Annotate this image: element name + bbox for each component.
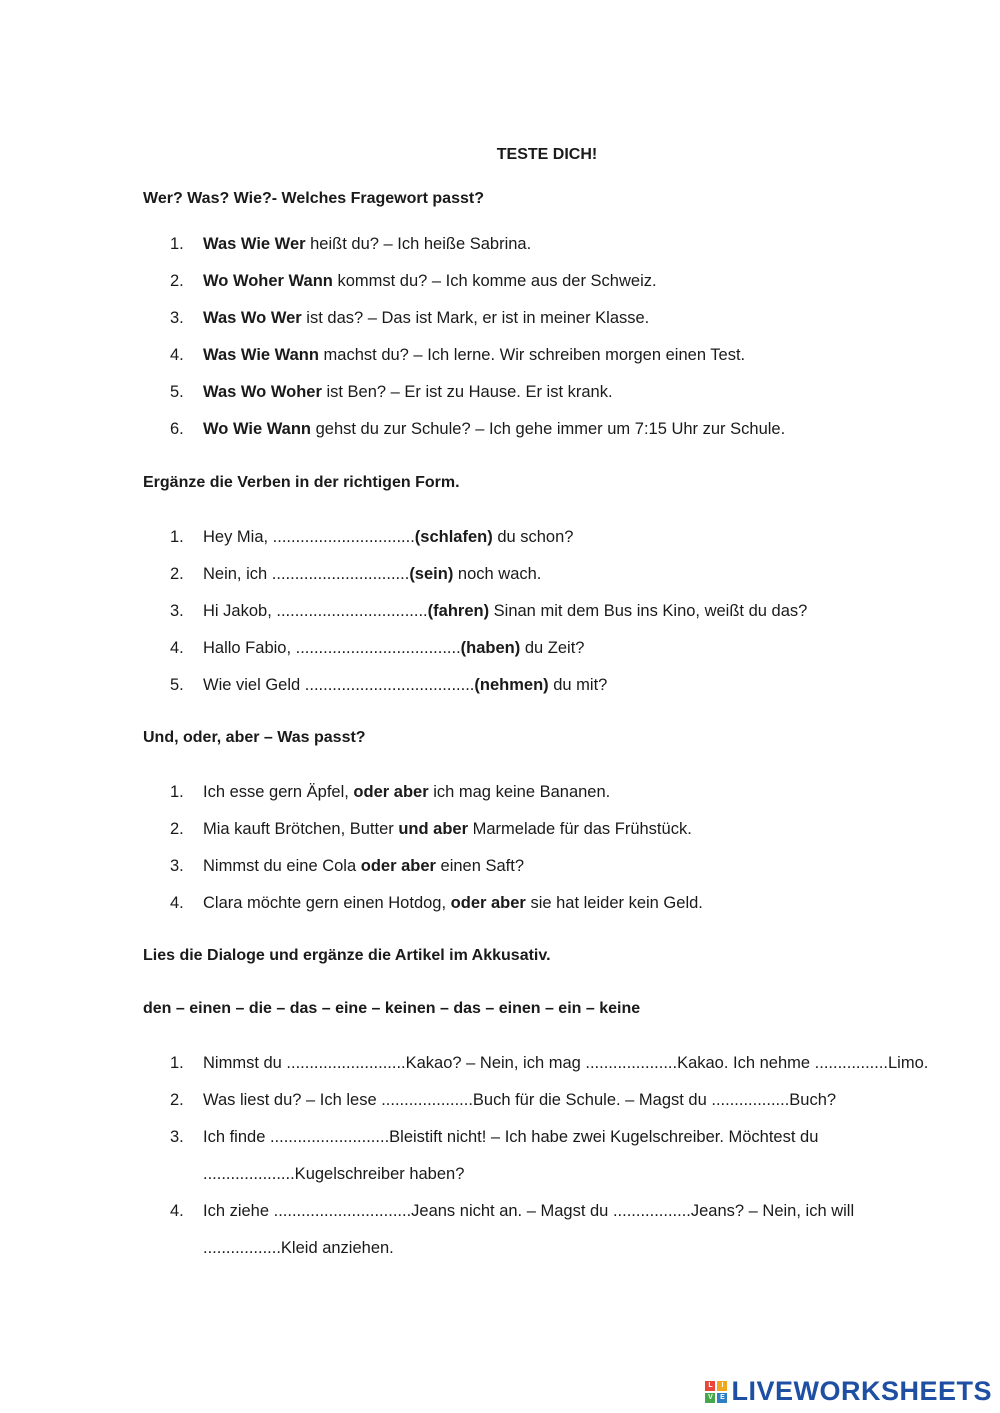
sentence-text: Nimmst du eine Cola xyxy=(203,857,361,875)
sentence-text: Mia kauft Brötchen, Butter xyxy=(203,820,399,838)
verbs-list xyxy=(170,519,930,704)
sentence-text: einen Saft? xyxy=(435,857,525,875)
verb-hint: (haben) xyxy=(460,639,521,657)
sentence-text: ist das? – Das ist Mark, er ist in meiner Klasse. xyxy=(301,309,650,327)
item-number: 1. xyxy=(170,528,184,546)
item-number: 3. xyxy=(170,309,184,327)
blank-field[interactable]: Hi Jakob, ................................. xyxy=(203,602,428,620)
section-heading-question-words: Wer? Was? Wie?- Welches Fragewort passt? xyxy=(143,190,484,207)
verb-hint: (sein) xyxy=(409,565,454,583)
list-item xyxy=(170,374,930,411)
item-number: 3. xyxy=(170,1128,184,1146)
answer-options[interactable]: Was Wie Wann xyxy=(203,346,319,364)
list-item xyxy=(170,1045,930,1082)
answer-options[interactable]: Wo Woher Wann xyxy=(203,272,333,290)
sentence-text: gehst du zur Schule? – Ich gehe immer um 7:15 Uhr zur Schule. xyxy=(311,420,786,438)
list-item xyxy=(170,1193,930,1267)
sentence-text: heißt du? – Ich heiße Sabrina. xyxy=(305,235,532,253)
list-item xyxy=(170,263,930,300)
conjunctions-list xyxy=(170,774,930,922)
item-number: 4. xyxy=(170,346,184,364)
verb-hint: (fahren) xyxy=(427,602,490,620)
dialog-text[interactable]: Nimmst du ..........................Kakao? – Nein, ich mag ....................Kakao. Ich nehme ................Limo. xyxy=(203,1054,929,1072)
list-item xyxy=(170,1119,930,1193)
list-item xyxy=(170,226,930,263)
blank-field[interactable]: Hey Mia, ............................... xyxy=(203,528,415,546)
list-item xyxy=(170,885,930,922)
item-number: 4. xyxy=(170,894,184,912)
item-number: 1. xyxy=(170,1054,184,1072)
sentence-text: sie hat leider kein Geld. xyxy=(525,894,703,912)
item-number: 3. xyxy=(170,857,184,875)
sentence-text: kommst du? – Ich komme aus der Schweiz. xyxy=(332,272,657,290)
blank-field[interactable]: Wie viel Geld ..................................... xyxy=(203,676,475,694)
list-item xyxy=(170,774,930,811)
sentence-text: ist Ben? – Er ist zu Hause. Er ist krank. xyxy=(321,383,613,401)
dialog-text[interactable]: Ich finde ..........................Bleistift nicht! – Ich habe zwei Kugelschreiber. Möchtest du ....................Kugelschreiber haben? xyxy=(203,1128,819,1183)
section-heading-conjunctions: Und, oder, aber – Was passt? xyxy=(143,729,366,746)
answer-options[interactable]: Was Wie Wer xyxy=(203,235,306,253)
item-number: 2. xyxy=(170,820,184,838)
answer-options[interactable]: oder aber xyxy=(360,857,436,875)
sentence-text: ich mag keine Bananen. xyxy=(428,783,611,801)
logo-tile: E xyxy=(717,1393,727,1403)
list-item xyxy=(170,337,930,374)
sentence-text: du schon? xyxy=(492,528,574,546)
logo-tiles-icon xyxy=(705,1381,727,1403)
list-item xyxy=(170,1082,930,1119)
answer-options[interactable]: und aber xyxy=(398,820,469,838)
answer-options[interactable]: Wo Wie Wann xyxy=(203,420,312,438)
item-number: 2. xyxy=(170,1091,184,1109)
answer-options[interactable]: oder aber xyxy=(353,783,429,801)
dialog-text[interactable]: Was liest du? – Ich lese ....................Buch für die Schule. – Magst du .................Buch? xyxy=(203,1091,837,1109)
blank-field[interactable]: Nein, ich .............................. xyxy=(203,565,410,583)
logo-tile: I xyxy=(717,1381,727,1391)
answer-options[interactable]: Was Wo Woher xyxy=(203,383,322,401)
item-number: 4. xyxy=(170,639,184,657)
sentence-text: du Zeit? xyxy=(520,639,585,657)
sentence-text: Ich esse gern Äpfel, xyxy=(203,783,354,801)
answer-options[interactable]: Was Wo Wer xyxy=(203,309,302,327)
blank-field[interactable]: Hallo Fabio, .................................... xyxy=(203,639,461,657)
sentence-text: Sinan mit dem Bus ins Kino, weißt du das? xyxy=(489,602,808,620)
question-words-list xyxy=(170,226,930,448)
logo-tile: L xyxy=(705,1381,715,1391)
page-title: TESTE DICH! xyxy=(496,146,598,163)
list-item xyxy=(170,556,930,593)
item-number: 2. xyxy=(170,565,184,583)
list-item xyxy=(170,848,930,885)
sentence-text: Marmelade für das Frühstück. xyxy=(468,820,692,838)
logo-tile: V xyxy=(705,1393,715,1403)
list-item xyxy=(170,667,930,704)
answer-options[interactable]: oder aber xyxy=(450,894,526,912)
logo-text: LIVEWORKSHEETS xyxy=(731,1376,992,1406)
sentence-text: noch wach. xyxy=(453,565,542,583)
item-number: 5. xyxy=(170,383,184,401)
sentence-text: machst du? – Ich lerne. Wir schreiben morgen einen Test. xyxy=(318,346,746,364)
item-number: 3. xyxy=(170,602,184,620)
list-item xyxy=(170,411,930,448)
dialog-text[interactable]: Ich ziehe ..............................Jeans nicht an. – Magst du .................Jeans? – Nein, ich will .................Kleid anziehen. xyxy=(203,1202,855,1257)
articles-list xyxy=(170,1045,930,1267)
item-number: 2. xyxy=(170,272,184,290)
verb-hint: (nehmen) xyxy=(474,676,549,694)
sentence-text: Clara möchte gern einen Hotdog, xyxy=(203,894,451,912)
list-item xyxy=(170,300,930,337)
item-number: 1. xyxy=(170,235,184,253)
sentence-text: du mit? xyxy=(548,676,608,694)
list-item xyxy=(170,630,930,667)
verb-hint: (schlafen) xyxy=(414,528,493,546)
liveworksheets-logo xyxy=(705,1376,992,1407)
item-number: 5. xyxy=(170,676,184,694)
section-heading-articles: Lies die Dialoge und ergänze die Artikel im Akkusativ. xyxy=(143,947,551,964)
list-item xyxy=(170,519,930,556)
word-bank: den – einen – die – das – eine – keinen – das – einen – ein – keine xyxy=(143,1000,641,1017)
item-number: 4. xyxy=(170,1202,184,1220)
item-number: 6. xyxy=(170,420,184,438)
list-item xyxy=(170,811,930,848)
section-heading-verbs: Ergänze die Verben in der richtigen Form. xyxy=(143,474,460,491)
list-item xyxy=(170,593,930,630)
item-number: 1. xyxy=(170,783,184,801)
